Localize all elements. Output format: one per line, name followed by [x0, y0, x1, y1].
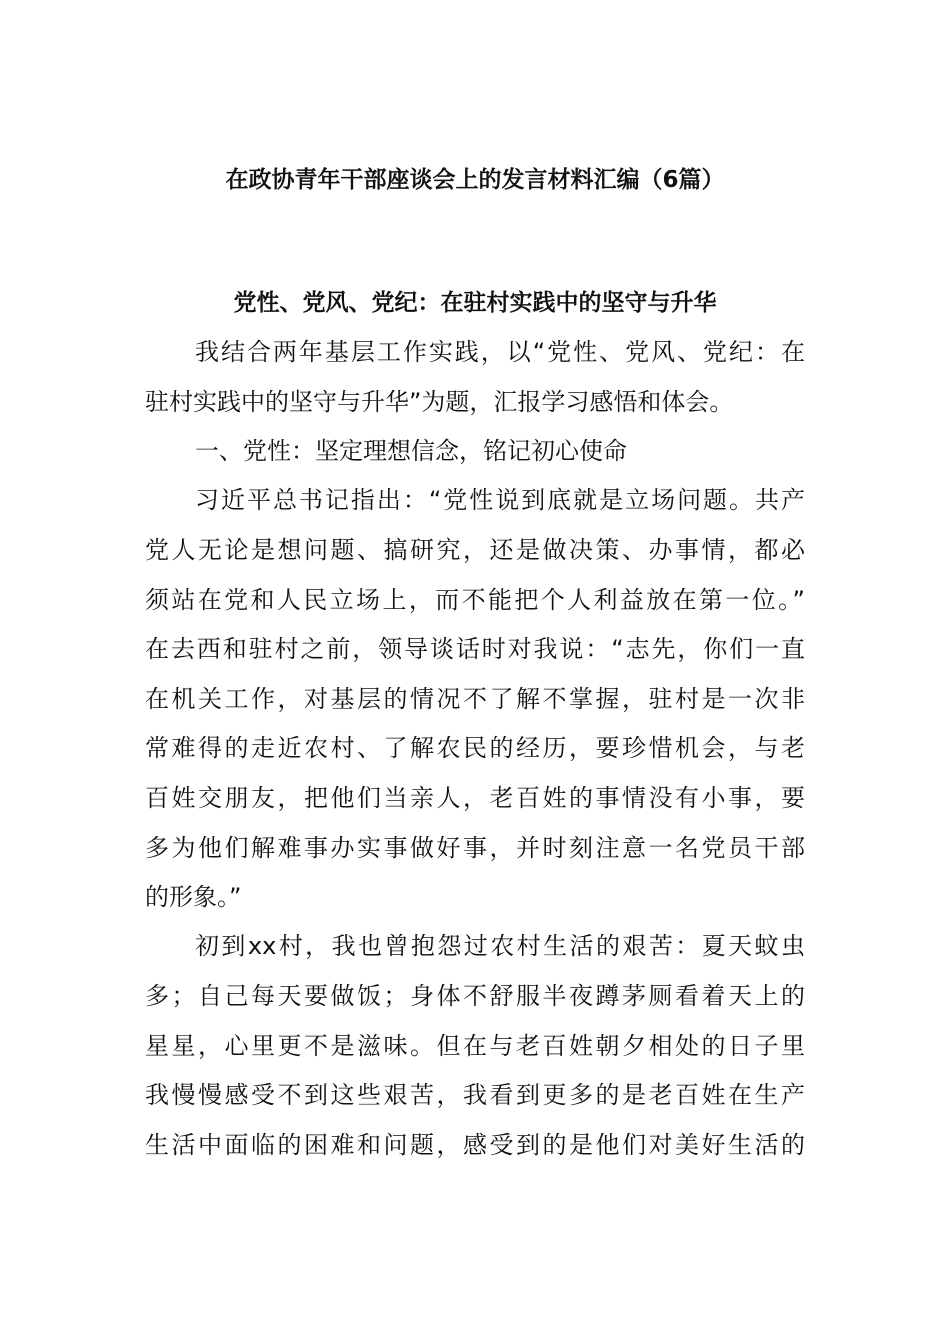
paragraph-line: 党人无论是想问题、搞研究，还是做决策、办事情，都必	[145, 536, 805, 564]
paragraph-line: 常难得的走近农村、了解农民的经历，要珍惜机会，与老	[145, 734, 805, 762]
paragraph-line: 初到xx村，我也曾抱怨过农村生活的艰苦：夏天蚊虫	[195, 932, 805, 960]
paragraph-line: 多；自己每天要做饭；身体不舒服半夜蹲茅厕看着天上的	[145, 982, 805, 1010]
paragraph-line: 我慢慢感受不到这些艰苦，我看到更多的是老百姓在生产	[145, 1081, 805, 1109]
paragraph-line: 须站在党和人民立场上，而不能把个人利益放在第一位。”	[145, 586, 805, 614]
paragraph-line: 习近平总书记指出：“党性说到底就是立场问题。共产	[195, 486, 805, 514]
document-title: 在政协青年干部座谈会上的发言材料汇编（6篇）	[225, 167, 725, 193]
paragraph-line: 在机关工作，对基层的情况不了解不掌握，驻村是一次非	[145, 685, 805, 713]
paragraph-line: 我结合两年基层工作实践，以“党性、党风、党纪：在	[195, 338, 805, 366]
heading-line: 一、党性：坚定理想信念，铭记初心使命	[195, 437, 627, 465]
paragraph-line: 多为他们解难事办实事做好事，并时刻注意一名党员干部	[145, 834, 805, 862]
paragraph-line: 生活中面临的困难和问题，感受到的是他们对美好生活的	[145, 1131, 805, 1159]
paragraph-line: 星星，心里更不是滋味。但在与老百姓朝夕相处的日子里	[145, 1032, 805, 1060]
section-title: 党性、党风、党纪：在驻村实践中的坚守与升华	[233, 290, 717, 316]
paragraph-line: 的形象。”	[145, 883, 242, 911]
paragraph-line: 驻村实践中的坚守与升华”为题，汇报学习感悟和体会。	[145, 388, 734, 416]
paragraph-line: 在去西和驻村之前，领导谈话时对我说：“志先，你们一直	[145, 635, 805, 663]
paragraph-line: 百姓交朋友，把他们当亲人，老百姓的事情没有小事，要	[145, 784, 805, 812]
